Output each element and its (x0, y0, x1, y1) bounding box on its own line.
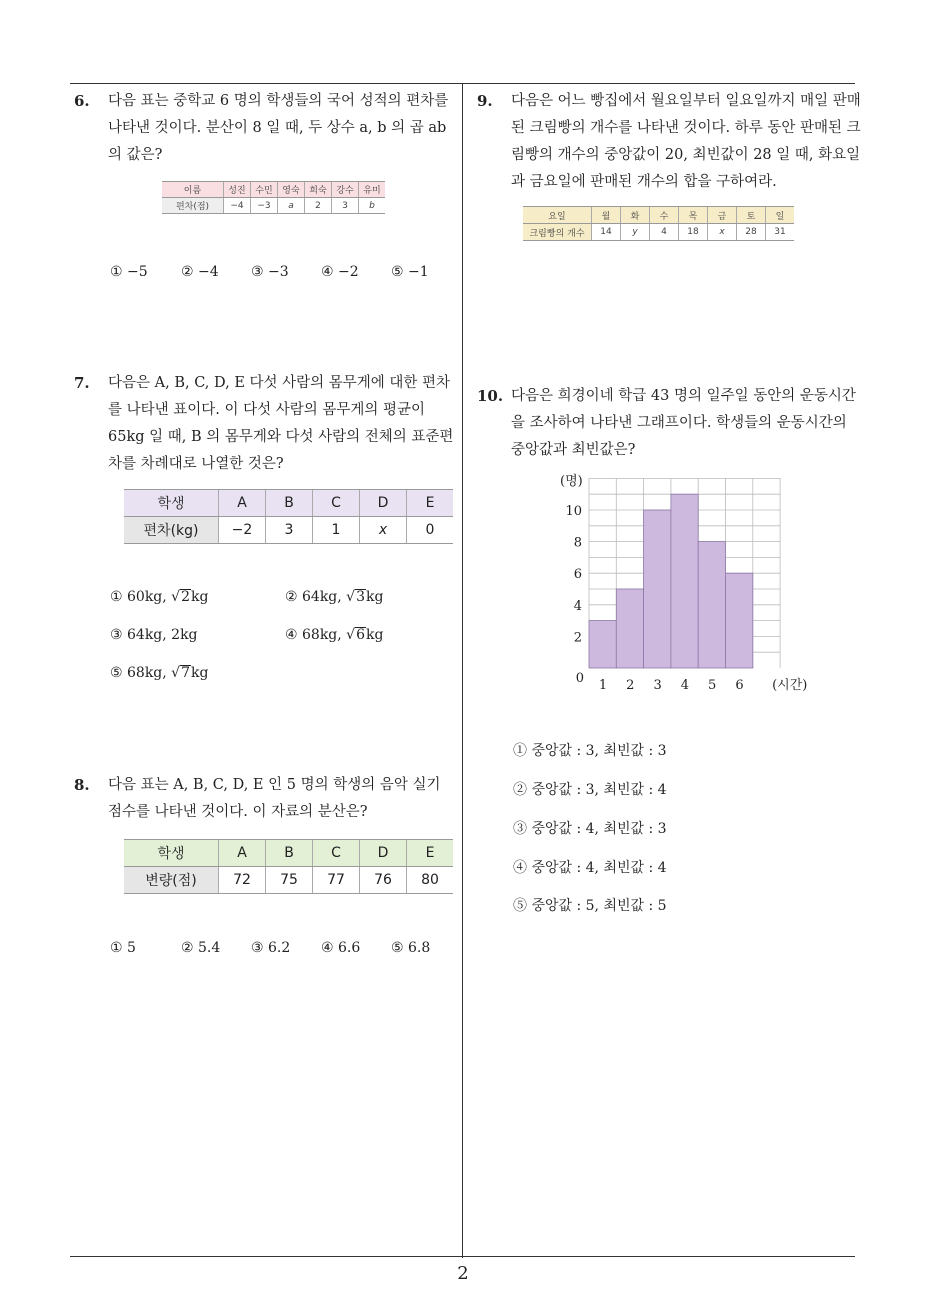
table-cell: 72 (219, 867, 266, 894)
table-cell: 목 (679, 207, 708, 224)
table-cell: 80 (407, 867, 454, 894)
question-text: 다음은 A, B, C, D, E 다섯 사람의 몸무게에 대한 편차를 나타낸 표이다. 이 다섯 사람의 몸무게의 평균이 65kg 일 때, B 의 몸무게와 다섯 사람의 전체의 표준편차를 차례대로 나열한 것은? (108, 375, 454, 472)
q8-option-5[interactable]: ⑤ 6.8 (391, 940, 431, 956)
option-unit: kg (191, 589, 209, 605)
q7-deviation-table (124, 489, 453, 544)
table-cell: A (219, 490, 266, 517)
q6-option-1[interactable]: ① −5 (110, 264, 148, 280)
radicand: 7 (181, 665, 191, 681)
table-cell: B (266, 490, 313, 517)
table-cell: D (360, 490, 407, 517)
y-tick-label: 6 (573, 567, 582, 583)
table-cell: A (219, 840, 266, 867)
table-cell: 화 (621, 207, 650, 224)
option-text: ① 60kg, (110, 589, 172, 605)
table-cell: C (313, 490, 360, 517)
q6-option-3[interactable]: ③ −3 (251, 264, 289, 280)
q7-option-3[interactable]: ③ 64kg, 2kg (110, 627, 198, 643)
table-header-row (124, 840, 453, 867)
table-cell: −3 (251, 198, 278, 214)
q10-option-5[interactable]: ⑤ 중앙값 : 5, 최빈값 : 5 (513, 898, 667, 914)
table-cell: 31 (766, 224, 795, 241)
question-number: 6. (74, 92, 90, 110)
q10-option-2[interactable]: ② 중앙값 : 3, 최빈값 : 4 (513, 782, 667, 798)
table-cell: 강수 (332, 182, 359, 198)
q9-bread-table (523, 206, 794, 241)
column-divider (462, 83, 463, 1258)
bar (698, 542, 725, 668)
table-row (124, 867, 453, 894)
table-cell: D (360, 840, 407, 867)
table-row (162, 198, 385, 214)
chart-bars (589, 494, 753, 668)
bar (644, 510, 671, 668)
table-cell: 월 (592, 207, 621, 224)
question-number: 9. (477, 92, 493, 110)
q10-option-4[interactable]: ④ 중앙값 : 4, 최빈값 : 4 (513, 860, 667, 876)
table-cell: 2 (305, 198, 332, 214)
q10-option-1[interactable]: ① 중앙값 : 3, 최빈값 : 3 (513, 743, 667, 759)
table-cell: 영숙 (278, 182, 305, 198)
page-number: 2 (457, 1263, 469, 1284)
y-tick-label: 2 (573, 630, 582, 646)
table-cell: 크림빵의 개수 (523, 224, 592, 241)
option-text: ④ 68kg, (285, 627, 347, 643)
table-cell: B (266, 840, 313, 867)
question-text: 다음 표는 A, B, C, D, E 인 5 명의 학생의 음악 실기 점수를 나타낸 것이다. 이 자료의 분산은? (108, 777, 441, 820)
table-cell: 변량(점) (124, 867, 219, 894)
bar (589, 621, 616, 668)
question-number: 8. (74, 776, 90, 794)
table-cell: E (407, 840, 454, 867)
x-tick-label: 6 (735, 678, 744, 693)
question-10 (477, 383, 862, 464)
q8-option-4[interactable]: ④ 6.6 (321, 940, 361, 956)
table-cell: −2 (219, 517, 266, 544)
table-cell: 수 (650, 207, 679, 224)
y-tick-label: 8 (573, 535, 582, 551)
question-6 (74, 88, 459, 169)
x-tick-label: 4 (680, 678, 690, 693)
table-cell: 편차(점) (162, 198, 224, 214)
radicand: 2 (181, 589, 191, 605)
question-number: 7. (74, 374, 90, 392)
question-text: 다음 표는 중학교 6 명의 학생들의 국어 성적의 편차를 나타낸 것이다. 분산이 8 일 때, 두 상수 a, b 의 곱 ab 의 값은? (108, 93, 449, 163)
table-cell: 성진 (224, 182, 251, 198)
table-cell: 77 (313, 867, 360, 894)
table-cell: 3 (266, 517, 313, 544)
table-cell: 편차(kg) (124, 517, 219, 544)
table-cell: 희숙 (305, 182, 332, 198)
y-tick-label: 10 (565, 504, 582, 519)
question-text: 다음은 희경이네 학급 43 명의 일주일 동안의 운동시간을 조사하여 나타낸 그래프이다. 학생들의 운동시간의 중앙값과 최빈값은? (511, 388, 856, 458)
option-text: ② 64kg, (285, 589, 347, 605)
option-unit: kg (366, 627, 384, 643)
q8-score-table (124, 839, 453, 894)
x-tick-label: 5 (708, 678, 717, 693)
q7-option-5[interactable]: ⑤ 68kg, √7kg (110, 665, 209, 681)
table-header-row (124, 490, 453, 517)
x-tick-label: 3 (653, 678, 662, 693)
x-tick-label: 1 (598, 678, 608, 693)
option-unit: kg (366, 589, 384, 605)
table-cell: 18 (679, 224, 708, 241)
q8-option-1[interactable]: ① 5 (110, 940, 136, 956)
table-header-row (523, 207, 794, 224)
table-cell: 1 (313, 517, 360, 544)
table-header-row (162, 182, 385, 198)
radicand: 6 (356, 627, 366, 643)
table-cell: y (621, 224, 650, 241)
q6-option-5[interactable]: ⑤ −1 (391, 264, 429, 280)
table-cell: 학생 (124, 490, 219, 517)
y-tick-label: 4 (573, 598, 582, 614)
x-axis-label: (시간) (772, 678, 808, 693)
table-cell: 학생 (124, 840, 219, 867)
exercise-time-histogram (540, 468, 840, 703)
q6-option-4[interactable]: ④ −2 (321, 264, 359, 280)
table-row (124, 517, 453, 544)
bar (616, 589, 643, 668)
table-cell: x (360, 517, 407, 544)
table-cell: a (278, 198, 305, 214)
q7-option-1[interactable]: ① 60kg, √2kg (110, 589, 209, 605)
table-cell: 수민 (251, 182, 278, 198)
table-cell: 금 (708, 207, 737, 224)
table-cell: 28 (737, 224, 766, 241)
table-cell: 76 (360, 867, 407, 894)
question-9 (477, 88, 862, 196)
q6-option-2[interactable]: ② −4 (181, 264, 219, 280)
q6-deviation-table (162, 181, 385, 214)
q10-option-3[interactable]: ③ 중앙값 : 4, 최빈값 : 3 (513, 821, 667, 837)
option-unit: kg (191, 665, 209, 681)
table-cell: b (359, 198, 386, 214)
table-cell: 3 (332, 198, 359, 214)
table-cell: 75 (266, 867, 313, 894)
bar (671, 494, 698, 668)
table-cell: C (313, 840, 360, 867)
option-text: ⑤ 68kg, (110, 665, 172, 681)
table-cell: 유미 (359, 182, 386, 198)
question-number: 10. (477, 387, 504, 405)
table-cell: 14 (592, 224, 621, 241)
q8-option-3[interactable]: ③ 6.2 (251, 940, 291, 956)
radicand: 3 (356, 589, 366, 605)
q7-option-4[interactable]: ④ 68kg, √6kg (285, 627, 384, 643)
table-cell: 토 (737, 207, 766, 224)
question-text: 다음은 어느 빵집에서 월요일부터 일요일까지 매일 판매된 크림빵의 개수를 나타낸 것이다. 하루 동안 판매된 크림빵의 개수의 중앙값이 20, 최빈값이 28 일 때, 화요일과 금요일에 판매된 개수의 합을 구하여라. (511, 93, 861, 190)
table-cell: 이름 (162, 182, 224, 198)
question-7 (74, 370, 459, 478)
table-cell: E (407, 490, 454, 517)
bar (726, 573, 753, 668)
q7-option-2[interactable]: ② 64kg, √3kg (285, 589, 384, 605)
x-tick-label: 2 (626, 678, 635, 693)
table-cell: 4 (650, 224, 679, 241)
q8-option-2[interactable]: ② 5.4 (181, 940, 221, 956)
table-cell: 0 (407, 517, 454, 544)
table-cell: x (708, 224, 737, 241)
table-row (523, 224, 794, 241)
y-axis-label: (명) (560, 474, 583, 489)
y-tick-label: 0 (575, 671, 584, 686)
question-8 (74, 772, 459, 826)
table-cell: 일 (766, 207, 795, 224)
table-cell: 요일 (523, 207, 592, 224)
table-cell: −4 (224, 198, 251, 214)
